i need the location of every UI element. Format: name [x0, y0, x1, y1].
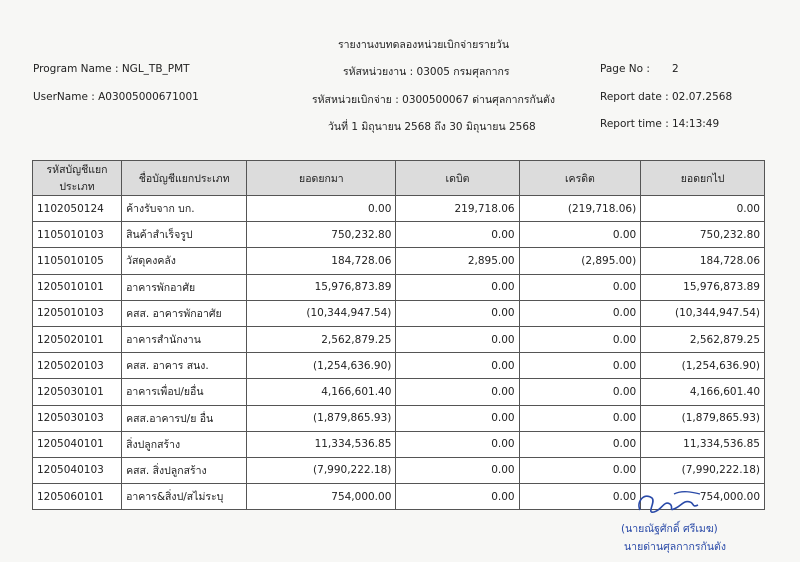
signer-name: (นายณัฐศักดิ์ ศรีเมฆ)	[621, 523, 718, 535]
table-row	[33, 379, 765, 405]
cell-brought-forward: (7,990,222.18)	[247, 457, 396, 483]
cell-account-code: 1205020103	[33, 353, 122, 379]
trial-balance-table	[32, 160, 765, 510]
cell-credit: 0.00	[519, 484, 641, 510]
table-row	[33, 300, 765, 326]
cell-brought-forward: (1,879,865.93)	[247, 405, 396, 431]
cell-credit: 0.00	[519, 300, 641, 326]
page-no-label: Page No :	[600, 63, 650, 75]
cell-credit: 0.00	[519, 326, 641, 352]
cell-brought-forward: 0.00	[247, 196, 396, 222]
cell-account-code: 1205020101	[33, 326, 122, 352]
cell-account-name: คสส. สิ่งปลูกสร้าง	[122, 457, 247, 483]
col-header-brought-forward: ยอดยกมา	[247, 161, 396, 196]
col-header-carried-forward: ยอดยกไป	[641, 161, 765, 196]
cell-brought-forward: 2,562,879.25	[247, 326, 396, 352]
disbursing-unit: รหัสหน่วยเบิกจ่าย : 0300500067 ด่านศุลกากรกันตัง	[312, 94, 556, 106]
agency-code: รหัสหน่วยงาน : 03005 กรมศุลกากร	[343, 66, 510, 78]
cell-credit: 0.00	[519, 222, 641, 248]
cell-credit: 0.00	[519, 405, 641, 431]
username: UserName : A03005000671001	[33, 91, 199, 103]
cell-credit: 0.00	[519, 274, 641, 300]
cell-account-name: อาคารสำนักงาน	[122, 326, 247, 352]
cell-carried-forward: 2,562,879.25	[641, 326, 765, 352]
cell-debit: 0.00	[396, 405, 519, 431]
cell-debit: 0.00	[396, 222, 519, 248]
table-row	[33, 196, 765, 222]
cell-carried-forward: (1,254,636.90)	[641, 353, 765, 379]
cell-account-name: อาคารเพื่อป/ยอื่น	[122, 379, 247, 405]
cell-debit: 0.00	[396, 431, 519, 457]
cell-carried-forward: (1,879,865.93)	[641, 405, 765, 431]
cell-brought-forward: 11,334,536.85	[247, 431, 396, 457]
cell-account-code: 1205030103	[33, 405, 122, 431]
table-row	[33, 457, 765, 483]
cell-account-name: สิ่งปลูกสร้าง	[122, 431, 247, 457]
cell-brought-forward: (10,344,947.54)	[247, 300, 396, 326]
report-date-value: 02.07.2568	[672, 91, 733, 103]
cell-debit: 0.00	[396, 300, 519, 326]
cell-account-name: อาคารพักอาศัย	[122, 274, 247, 300]
table-row	[33, 353, 765, 379]
cell-account-name: ค้างรับจาก บก.	[122, 196, 247, 222]
cell-account-name: สินค้าสำเร็จรูป	[122, 222, 247, 248]
cell-carried-forward: 754,000.00	[641, 484, 765, 510]
cell-account-code: 1205010101	[33, 274, 122, 300]
cell-carried-forward: 0.00	[641, 196, 765, 222]
table-row	[33, 274, 765, 300]
cell-debit: 0.00	[396, 274, 519, 300]
cell-credit: 0.00	[519, 353, 641, 379]
cell-carried-forward: 4,166,601.40	[641, 379, 765, 405]
table-row	[33, 248, 765, 274]
report-title: รายงานงบทดลองหน่วยเบิกจ่ายรายวัน	[338, 39, 510, 51]
col-header-credit: เครดิต	[519, 161, 641, 196]
table-row	[33, 405, 765, 431]
table-row	[33, 431, 765, 457]
cell-account-code: 1205010103	[33, 300, 122, 326]
cell-brought-forward: 15,976,873.89	[247, 274, 396, 300]
cell-account-name: วัสดุคงคลัง	[122, 248, 247, 274]
cell-debit: 219,718.06	[396, 196, 519, 222]
cell-carried-forward: 184,728.06	[641, 248, 765, 274]
cell-account-name: คสส.อาคารป/ย อื่น	[122, 405, 247, 431]
cell-account-code: 1205040103	[33, 457, 122, 483]
cell-credit: (219,718.06)	[519, 196, 641, 222]
col-header-code: รหัสบัญชีแยกประเภท	[33, 161, 122, 196]
page-no-value: 2	[672, 63, 679, 75]
cell-account-name: คสส. อาคารพักอาศัย	[122, 300, 247, 326]
cell-account-code: 1205030101	[33, 379, 122, 405]
cell-credit: 0.00	[519, 379, 641, 405]
cell-account-code: 1105010105	[33, 248, 122, 274]
cell-account-code: 1205060101	[33, 484, 122, 510]
cell-carried-forward: (7,990,222.18)	[641, 457, 765, 483]
cell-credit: (2,895.00)	[519, 248, 641, 274]
signer-title: นายด่านศุลกากรกันตัง	[624, 541, 726, 553]
cell-carried-forward: 11,334,536.85	[641, 431, 765, 457]
cell-account-code: 1102050124	[33, 196, 122, 222]
cell-debit: 0.00	[396, 457, 519, 483]
table-header-row	[33, 161, 765, 196]
cell-account-name: อาคาร&สิ่งป/สไม่ระบุ	[122, 484, 247, 510]
cell-account-code: 1205040101	[33, 431, 122, 457]
cell-brought-forward: 754,000.00	[247, 484, 396, 510]
cell-brought-forward: 750,232.80	[247, 222, 396, 248]
col-header-debit: เดบิต	[396, 161, 519, 196]
cell-debit: 0.00	[396, 326, 519, 352]
cell-carried-forward: (10,344,947.54)	[641, 300, 765, 326]
cell-carried-forward: 750,232.80	[641, 222, 765, 248]
cell-brought-forward: 184,728.06	[247, 248, 396, 274]
cell-credit: 0.00	[519, 457, 641, 483]
cell-debit: 0.00	[396, 353, 519, 379]
report-time-value: 14:13:49	[672, 118, 720, 130]
cell-debit: 2,895.00	[396, 248, 519, 274]
col-header-name: ชื่อบัญชีแยกประเภท	[122, 161, 247, 196]
signature-scribble	[634, 488, 704, 520]
report-date-label: Report date :	[600, 91, 669, 103]
table-row	[33, 326, 765, 352]
cell-carried-forward: 15,976,873.89	[641, 274, 765, 300]
cell-account-name: คสส. อาคาร สนง.	[122, 353, 247, 379]
report-period: วันที่ 1 มิถุนายน 2568 ถึง 30 มิถุนายน 2568	[328, 121, 536, 133]
cell-debit: 0.00	[396, 484, 519, 510]
report-time-label: Report time :	[600, 118, 669, 130]
cell-credit: 0.00	[519, 431, 641, 457]
cell-debit: 0.00	[396, 379, 519, 405]
table-row	[33, 222, 765, 248]
program-name: Program Name : NGL_TB_PMT	[33, 63, 190, 75]
cell-account-code: 1105010103	[33, 222, 122, 248]
cell-brought-forward: 4,166,601.40	[247, 379, 396, 405]
cell-brought-forward: (1,254,636.90)	[247, 353, 396, 379]
